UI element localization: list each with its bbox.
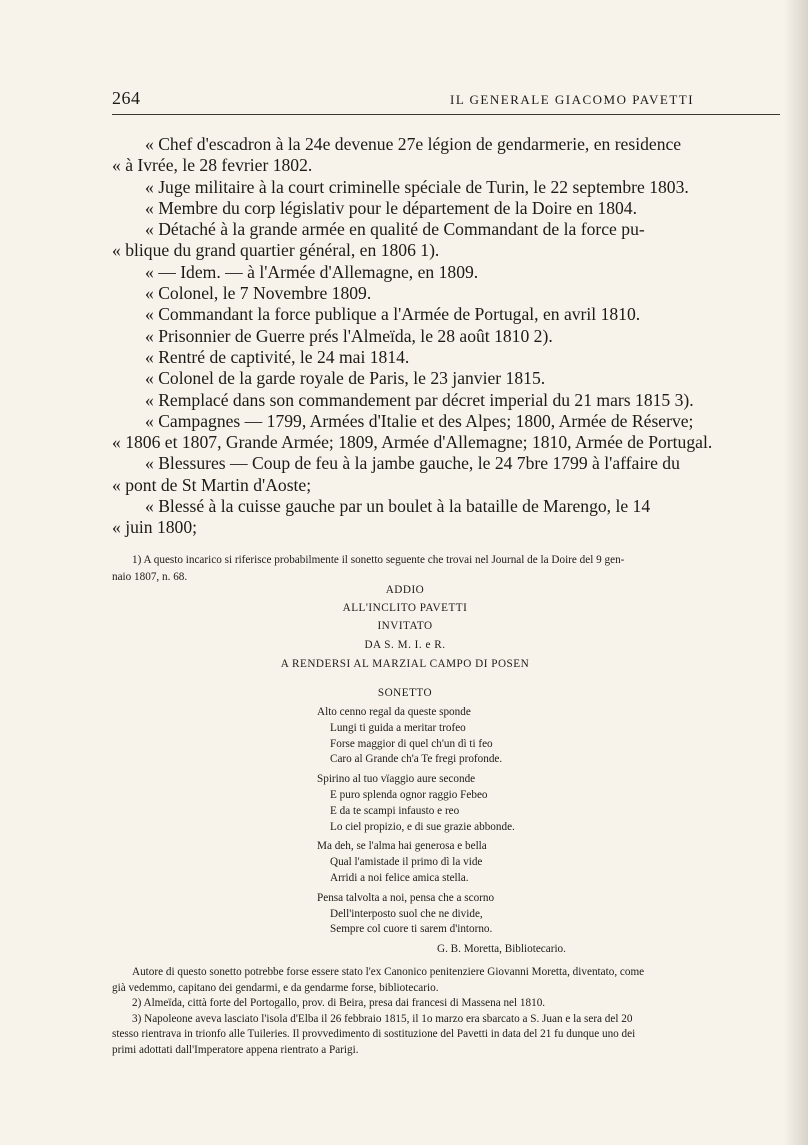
- poem-stanza: [317, 772, 737, 835]
- poem-line: Ma deh, se l'alma hai generosa e bella: [317, 840, 487, 853]
- poem-line: Dell'interposto suol che ne divide,: [330, 907, 483, 920]
- text-line: « pont de St Martin d'Aoste;: [112, 474, 312, 495]
- poem-label: SONETTO: [377, 687, 433, 699]
- poem-signature: G. B. Moretta, Bibliotecario.: [437, 943, 566, 956]
- poem-heading-line: ADDIO: [385, 584, 425, 596]
- page-number: 264: [112, 88, 141, 108]
- poem-stanza: [317, 839, 737, 886]
- poem-line: E puro splenda ognor raggio Febeo: [330, 788, 488, 801]
- poem-stanza: [317, 705, 737, 768]
- sonnet: [317, 705, 737, 958]
- poem-stanza: [317, 891, 737, 938]
- text-line: « Campagnes — 1799, Armées d'Italie et des Alpes; 1800, Armée de Réserve;: [145, 410, 694, 431]
- poem-line: Caro al Grande ch'a Te fregi profonde.: [330, 753, 503, 766]
- footnote-line: naio 1807, n. 68.: [112, 570, 188, 583]
- poem-heading-line: DA S. M. I. e R.: [364, 639, 446, 651]
- text-line: « Membre du corp législativ pour le département de la Doire en 1804.: [145, 197, 637, 218]
- text-line: « blique du grand quartier général, en 1806 1).: [112, 240, 440, 261]
- footnote-line: 1) A questo incarico si riferisce probabilmente il sonetto seguente che trovai nel Journal de la Doire del 9 gen-: [132, 554, 625, 566]
- text-line: « Chef d'escadron à la 24e devenue 27e légion de gendarmerie, en residence: [145, 134, 682, 154]
- text-line: « Blessé à la cuisse gauche par un boulet à la bataille de Marengo, le 14: [145, 496, 651, 517]
- poem-heading-line: A RENDERSI AL MARZIAL CAMPO DI POSEN: [280, 658, 530, 670]
- text-line: « 1806 et 1807, Grande Armée; 1809, Armée d'Allemagne; 1810, Armée de Portugal.: [112, 432, 713, 453]
- poem-heading-line: INVITATO: [377, 620, 433, 632]
- text-line: « Prisonnier de Guerre prés l'Almeïda, le 28 août 1810 2).: [145, 325, 553, 346]
- footnotes-continued: [112, 965, 788, 1058]
- poem-line: Qual l'amistade il primo dì la vide: [330, 856, 483, 869]
- footnote-line: già vedemmo, capitano dei gendarmi, e da gendarme forse, bibliotecario.: [112, 981, 439, 994]
- running-title: IL GENERALE GIACOMO PAVETTI: [450, 92, 695, 107]
- page-header: [112, 88, 780, 115]
- text-line: « Remplacé dans son commandement par décret imperial du 21 mars 1815 3).: [145, 389, 694, 410]
- text-line: « à Ivrée, le 28 fevrier 1802.: [112, 155, 313, 176]
- text-line: « juin 1800;: [112, 517, 198, 538]
- text-line: « Blessures — Coup de feu à la jambe gauche, le 24 7bre 1799 à l'affaire du: [145, 453, 680, 474]
- main-text: [112, 134, 788, 539]
- poem-heading-line: ALL'INCLITO PAVETTI: [342, 602, 468, 614]
- poem-line: Alto cenno regal da queste sponde: [317, 706, 471, 718]
- poem-line: E da te scampi infausto e reo: [330, 804, 460, 817]
- poem-line: Lo ciel propizio, e di sue grazie abbonde.: [330, 820, 515, 833]
- poem-line: Sempre col cuore ti sarem d'intorno.: [330, 923, 493, 936]
- text-line: « Colonel de la garde royale de Paris, le 23 janvier 1815.: [145, 368, 546, 389]
- poem-line: Spirino al tuo vïaggio aure seconde: [317, 773, 476, 786]
- text-line: « Détaché à la grande armée en qualité de Commandant de la force pu-: [145, 219, 645, 240]
- text-line: « Commandant la force publique a l'Armée de Portugal, en avril 1810.: [145, 304, 641, 325]
- footnote-line: 2) Almeïda, città forte del Portogallo, prov. di Beira, presa dai francesi di Massena nel 1810.: [132, 997, 546, 1009]
- footnote-line: stesso rientrava in trionfo alle Tuileries. Il provvedimento di sostituzione del Pavetti in data del 21 fu dunque uno dei: [112, 1028, 636, 1040]
- poem-line: Pensa talvolta a noi, pensa che a scorno: [317, 891, 495, 904]
- footnote-line: Autore di questo sonetto potrebbe forse essere stato l'ex Canonico penitenziere Giovanni Moretta, diventato, come: [132, 966, 645, 978]
- footnote-line: primi adottati dall'Imperatore appena rientrato a Parigi.: [112, 1043, 359, 1056]
- poem-line: Lungi ti guida a meritar trofeo: [330, 721, 466, 734]
- text-line: « Rentré de captivité, le 24 mai 1814.: [145, 346, 410, 367]
- text-line: « — Idem. — à l'Armée d'Allemagne, en 1809.: [145, 261, 479, 282]
- footnote-line: 3) Napoleone aveva lasciato l'isola d'Elba il 26 febbraio 1815, il 1o marzo era sbarcato a S. Juan e la sera del 20: [132, 1012, 633, 1025]
- text-line: « Juge militaire à la court criminelle spéciale de Turin, le 22 septembre 1803.: [145, 176, 689, 197]
- footnote-1: [112, 552, 788, 585]
- poem-line: Forse maggior di quel ch'un dì ti feo: [330, 737, 493, 750]
- text-line: « Colonel, le 7 Novembre 1809.: [145, 283, 372, 304]
- poem-line: Arridi a noi felice amica stella.: [330, 871, 469, 884]
